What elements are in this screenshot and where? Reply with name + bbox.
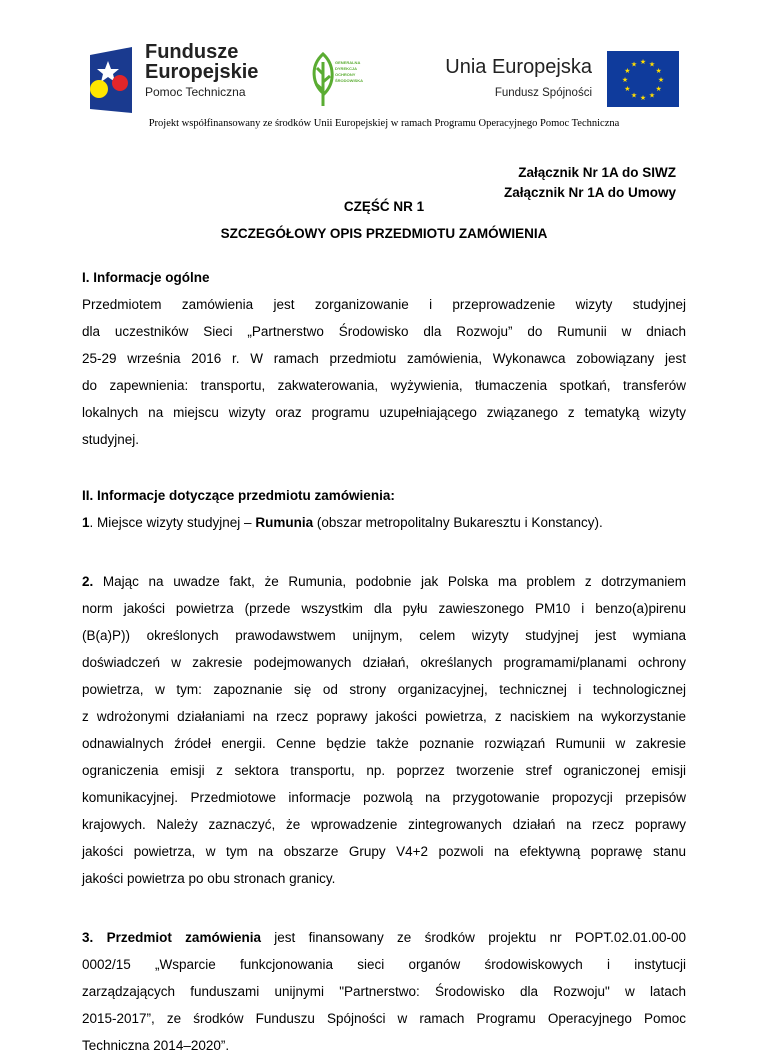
- paragraph-line: jakości powietrza po obu stronach granicy.: [82, 871, 336, 886]
- paragraph-line: doświadczeń w zakresie podejmowanych działań, określanych programami/planami ochrony: [82, 655, 686, 670]
- document-title: SZCZEGÓŁOWY OPIS PRZEDMIOTU ZAMÓWIENIA: [220, 226, 548, 241]
- text: Mając na uwadze fakt, że Rumunia, podobnie jak Polska ma problem z dotrzymaniem: [93, 574, 686, 589]
- attachment-umowa: Załącznik Nr 1A do Umowy: [503, 185, 676, 200]
- paragraph-line: [82, 568, 686, 595]
- fe-logo-line1: Fundusze: [145, 41, 239, 63]
- bold-text: 1: [82, 515, 90, 530]
- eu-star-icon: ★: [621, 77, 629, 84]
- ue-subtitle: Fundusz Spójności: [494, 87, 592, 99]
- bold-text: 2.: [82, 574, 94, 589]
- project-cofinancing-note: Projekt współfinansowany ze środków Unii Europejskiej w ramach Programu Operacyjnego Pomoc Techniczna: [148, 118, 620, 129]
- eu-flag-icon: [607, 51, 679, 107]
- paragraph-line: studyjnej.: [82, 432, 140, 447]
- paragraph-line: [82, 924, 686, 951]
- paragraph-line: krajowych. Należy zaznaczyć, że wprowadzenie zintegrowanych działań na rzecz poprawy: [82, 817, 686, 832]
- part-title: CZĘŚĆ NR 1: [343, 199, 425, 214]
- eu-star-icon: ★: [630, 61, 638, 69]
- paragraph-line: norm jakości powietrza (przede wszystkim dla pyłu zawieszonego PM10 i benzo(a)pirenu: [82, 601, 686, 616]
- paragraph: [82, 291, 686, 453]
- paragraph-line: komunikacyjnej. Przedmiotowe informacje pozwolą na przygotowanie propozycji przepisów: [82, 790, 686, 805]
- fe-flag-icon: [90, 47, 132, 113]
- gdos-leaf-icon: [310, 52, 336, 113]
- paragraph-line: lokalnych na miejscu wizyty oraz programu uzupełniającego związanego z tematyką wizyty: [82, 405, 686, 420]
- paragraph-line: ograniczenia emisji z sektora transportu, np. poprzez tworzenie stref ograniczonej emisji: [82, 763, 686, 778]
- eu-star-icon: ★: [648, 92, 656, 100]
- paragraph-line: powietrza, w tym: zapoznanie się od strony organizacyjnej, technicznej i technologicznej: [82, 682, 686, 697]
- fe-logo-line3: Pomoc Techniczna: [145, 85, 246, 99]
- eu-star-icon: ★: [639, 59, 647, 66]
- fe-logo-text: [145, 42, 258, 98]
- fe-logo-line2: Europejskie: [145, 61, 259, 83]
- attachment-labels: [504, 163, 676, 203]
- section-heading: II. Informacje dotyczące przedmiotu zamówienia:: [82, 488, 395, 503]
- bold-text: 3. Przedmiot zamówienia: [82, 930, 261, 945]
- eu-star-icon: ★: [624, 86, 631, 93]
- paragraph-line: 25-29 września 2016 r. W ramach przedmiotu zamówienia, Wykonawca zobowiązany jest: [82, 351, 686, 366]
- paragraph-line: z wdrożonymi działaniami na rzecz poprawy jakości powietrza, z naciskiem na wykorzystanie: [82, 709, 686, 724]
- eu-star-icon: ★: [648, 61, 656, 69]
- ue-logo-text: [432, 56, 592, 99]
- section-spacer: [82, 453, 686, 482]
- ue-title: Unia Europejska: [445, 56, 592, 78]
- eu-star-icon: ★: [657, 77, 665, 84]
- paragraph-line: dla uczestników Sieci „Partnerstwo Środowisko dla Rozwoju” do Rumunii w dniach: [82, 324, 686, 339]
- paragraph-line: Przedmiotem zamówienia jest zorganizowanie i przeprowadzenie wizyty studyjnej: [82, 297, 686, 312]
- paragraph-line: jakości powietrza, w tym na obszarze Grupy V4+2 pozwoli na efektywną poprawę stanu: [82, 844, 686, 859]
- eu-star-icon: ★: [655, 68, 662, 75]
- paragraph: [82, 568, 686, 892]
- eu-star-icon: ★: [630, 92, 638, 100]
- text: . Miejsce wizyty studyjnej –: [89, 515, 256, 530]
- section-heading: I. Informacje ogólne: [82, 270, 210, 285]
- paragraph: [82, 924, 686, 1059]
- paragraph-line: Techniczna 2014–2020”.: [82, 1038, 230, 1053]
- fundusze-europejskie-logo: [90, 47, 132, 118]
- paragraph-line: do zapewnienia: transportu, zakwaterowania, wyżywienia, tłumaczenia spotkań, transferów: [82, 378, 686, 393]
- eu-star-icon: ★: [624, 68, 631, 75]
- paragraph-line: odnawialnych źródeł energii. Cenne będzie także poznanie rozwiązań Rumunii w zakresie: [82, 736, 686, 751]
- eu-star-icon: ★: [639, 95, 647, 102]
- attachment-siwz: Załącznik Nr 1A do SIWZ: [518, 165, 676, 180]
- paragraph-line: 0002/15 „Wsparcie funkcjonowania sieci organów środowiskowych i instytucji: [82, 957, 686, 972]
- bold-text: Rumunia: [255, 515, 314, 530]
- gdos-logo-text: GENERALNA DYREKCJA OCHRONY ŚRODOWISKA: [335, 60, 363, 83]
- document-body: [82, 264, 686, 1059]
- eu-star-icon: ★: [655, 86, 662, 93]
- text: jest finansowany ze środków projektu nr POPT.02.01.00-00: [260, 930, 686, 945]
- text: (obszar metropolitalny Bukaresztu i Konstancy).: [313, 515, 603, 530]
- paragraph-line: (B(a)P)) określonych prawodawstwem unijnym, celem wizyty studyjnej jest wymiana: [82, 628, 686, 643]
- paragraph: [82, 509, 686, 536]
- paragraph-line: [82, 509, 686, 536]
- paragraph-line: zarządzających funduszami unijnymi "Partnerstwo: Środowisko dla Rozwoju" w latach: [82, 984, 686, 999]
- paragraph-line: 2015-2017”, ze środków Funduszu Spójności w ramach Programu Operacyjnego Pomoc: [82, 1011, 686, 1026]
